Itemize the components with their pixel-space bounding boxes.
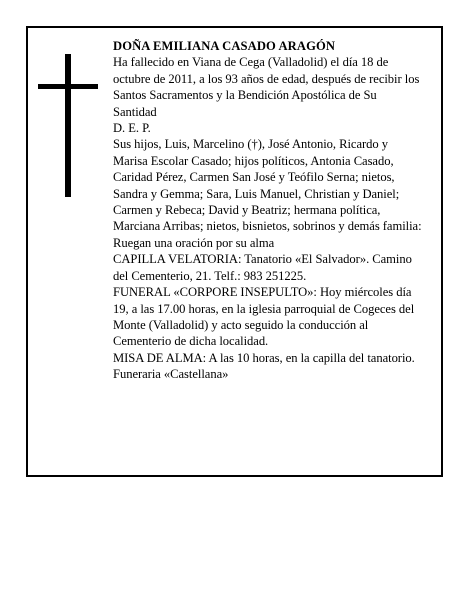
mass-info: MISA DE ALMA: A las 10 horas, en la capilla del tanatorio.: [113, 350, 415, 365]
death-details: Ha fallecido en Viana de Cega (Valladolid) el día 18 de octubre de 2011, a los 93 años de edad, después de recibir los Santos Sacramentos y la Bendición Apostólica de Su Santidad: [113, 55, 420, 119]
prayer-request: Ruegan una oración por su alma: [113, 235, 275, 250]
dep-line: D. E. P.: [113, 121, 151, 136]
funeral-home: Funeraria «Castellana»: [113, 367, 229, 382]
cross-vertical-bar: [65, 54, 71, 197]
cross-icon: [38, 54, 98, 197]
cross-horizontal-bar: [38, 84, 98, 89]
family-list: Sus hijos, Luis, Marcelino (†), José Antonio, Ricardo y Marisa Escolar Casado; hijos políticos, Antonia Casado, Caridad Pérez, Carmen San José y Teófilo Serna; nietos, Sandra y Gemma; Sara, Luis Manuel, Christian y Daniel; Carmen y Rebeca; David y Beatriz; hermana política, Marciana Arribas; nietos, bisnietos, sobrinos y demás familia:: [113, 137, 422, 234]
chapel-info: CAPILLA VELATORIA: Tanatorio «El Salvador». Camino del Cementerio, 21. Telf.: 983 251225.: [113, 252, 412, 283]
funeral-info: FUNERAL «CORPORE INSEPULTO»: Hoy miércoles día 19, a las 17.00 horas, en la iglesia parroquial de Cogeces del Monte (Valladolid) y acto seguido la conducción al Cementerio de dicha localidad.: [113, 285, 415, 349]
obituary-text: [113, 38, 423, 383]
deceased-name: DOÑA EMILIANA CASADO ARAGÓN: [113, 39, 336, 53]
